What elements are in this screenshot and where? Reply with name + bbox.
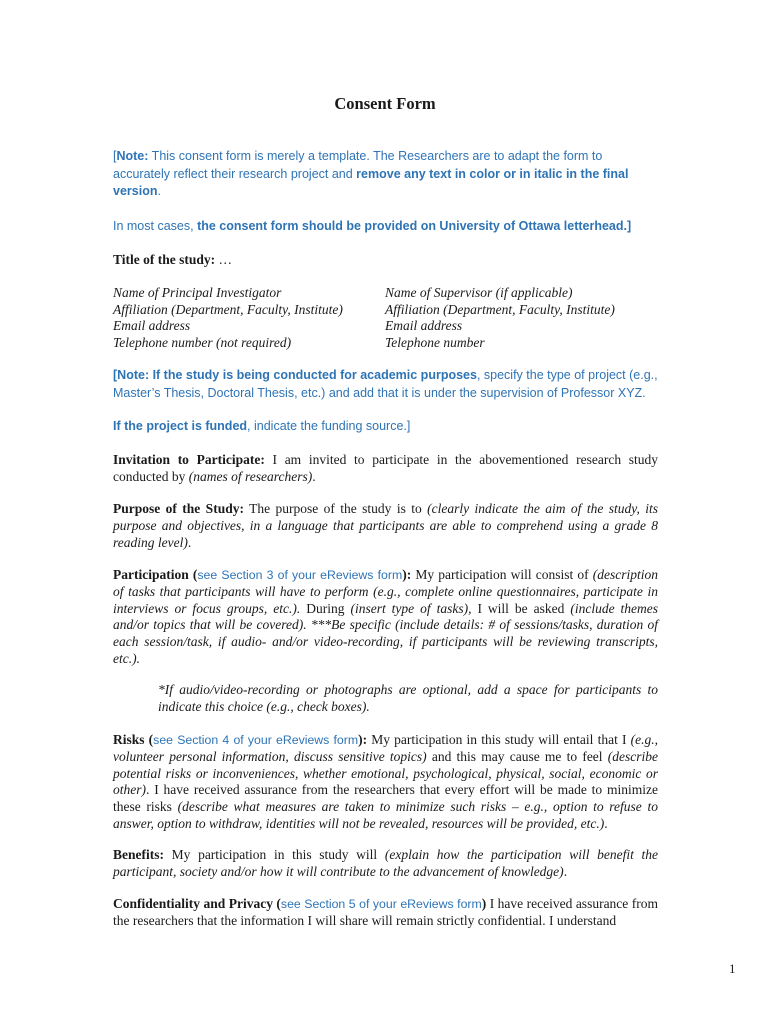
academic-note: [Note: If the study is being conducted for academic purposes, specify the type of project (e.g., Master’s Thesis, Doctoral Thesis, etc.) and add that it is under the supervision of Professor XYZ.	[113, 368, 658, 400]
investigator-affiliation: Affiliation (Department, Faculty, Institute)	[113, 301, 343, 317]
supervisor-block	[385, 285, 615, 351]
invitation-section: Invitation to Participate: I am invited to participate in the abovementioned research study conducted by (names of researchers).	[113, 452, 658, 484]
supervisor-name: Name of Supervisor (if applicable)	[385, 285, 573, 300]
funding-note: If the project is funded, indicate the funding source.]	[113, 419, 411, 433]
confidentiality-section: Confidentiality and Privacy (see Section 5 of your eReviews form) I have received assurance from the researchers that the information I will share will remain strictly confidential. I understand	[113, 896, 658, 928]
investigator-block	[113, 285, 343, 351]
risks-form-reference: see Section 4 of your eReviews form	[153, 733, 359, 747]
supervisor-phone: Telephone number	[385, 334, 485, 350]
recording-optional-note: *If audio/video-recording or photographs are optional, add a space for participants to indicate this choice (e.g., check boxes).	[158, 682, 658, 714]
confidentiality-form-reference: see Section 5 of your eReviews form	[280, 897, 482, 911]
letterhead-note: In most cases, the consent form should be provided on University of Ottawa letterhead.]	[113, 219, 632, 233]
investigator-email: Email address	[113, 318, 191, 334]
participation-section: Participation (see Section 3 of your eReviews form): My participation will consist of (description of tasks that participants will have to perform (e.g., complete online questionnaires, participate in interviews or focus groups, etc.). During (insert type of tasks), I will be asked (include themes and/or topics that will be covered). ***Be specific (include details: # of sessions/tasks, duration of each session/task, if audio- and/or video-recording, if participants will be reviewing transcripts, etc.).	[113, 567, 659, 666]
page-number: 1	[729, 961, 736, 976]
investigator-phone: Telephone number (not required)	[113, 334, 292, 350]
participation-form-reference: see Section 3 of your eReviews form	[197, 568, 403, 582]
purpose-section: Purpose of the Study: The purpose of the study is to (clearly indicate the aim of the study, its purpose and objectives, in a language that participants are able to comprehend using a grade 8 reading level).	[113, 501, 658, 550]
supervisor-email: Email address	[385, 318, 463, 334]
study-title: Title of the study: …	[113, 252, 233, 267]
risks-section: Risks (see Section 4 of your eReviews form): My participation in this study will entail that I (e.g., volunteer personal information, discuss sensitive topics) and this may cause me to feel (describe potential risks or inconveniences, whether emotional, psychological, physical, social, economic or other). I have received assurance from the researchers that every effort will be made to minimize these risks (describe what measures are taken to minimize such risks – e.g., option to refuse to answer, option to withdraw, identities will not be revealed, resources will be provided, etc.).	[113, 732, 658, 831]
supervisor-affiliation: Affiliation (Department, Faculty, Institute)	[385, 301, 615, 317]
template-note: [Note: This consent form is merely a template. The Researchers are to adapt the form to accurately reflect their research project and remove any text in color or in italic in the final version.	[113, 149, 629, 198]
benefits-section: Benefits: My participation in this study will (explain how the participation will benefit the participant, society and/or how it will contribute to the advancement of knowledge).	[113, 847, 658, 879]
investigator-name: Name of Principal Investigator	[113, 285, 282, 300]
page-title: Consent Form	[334, 94, 436, 113]
